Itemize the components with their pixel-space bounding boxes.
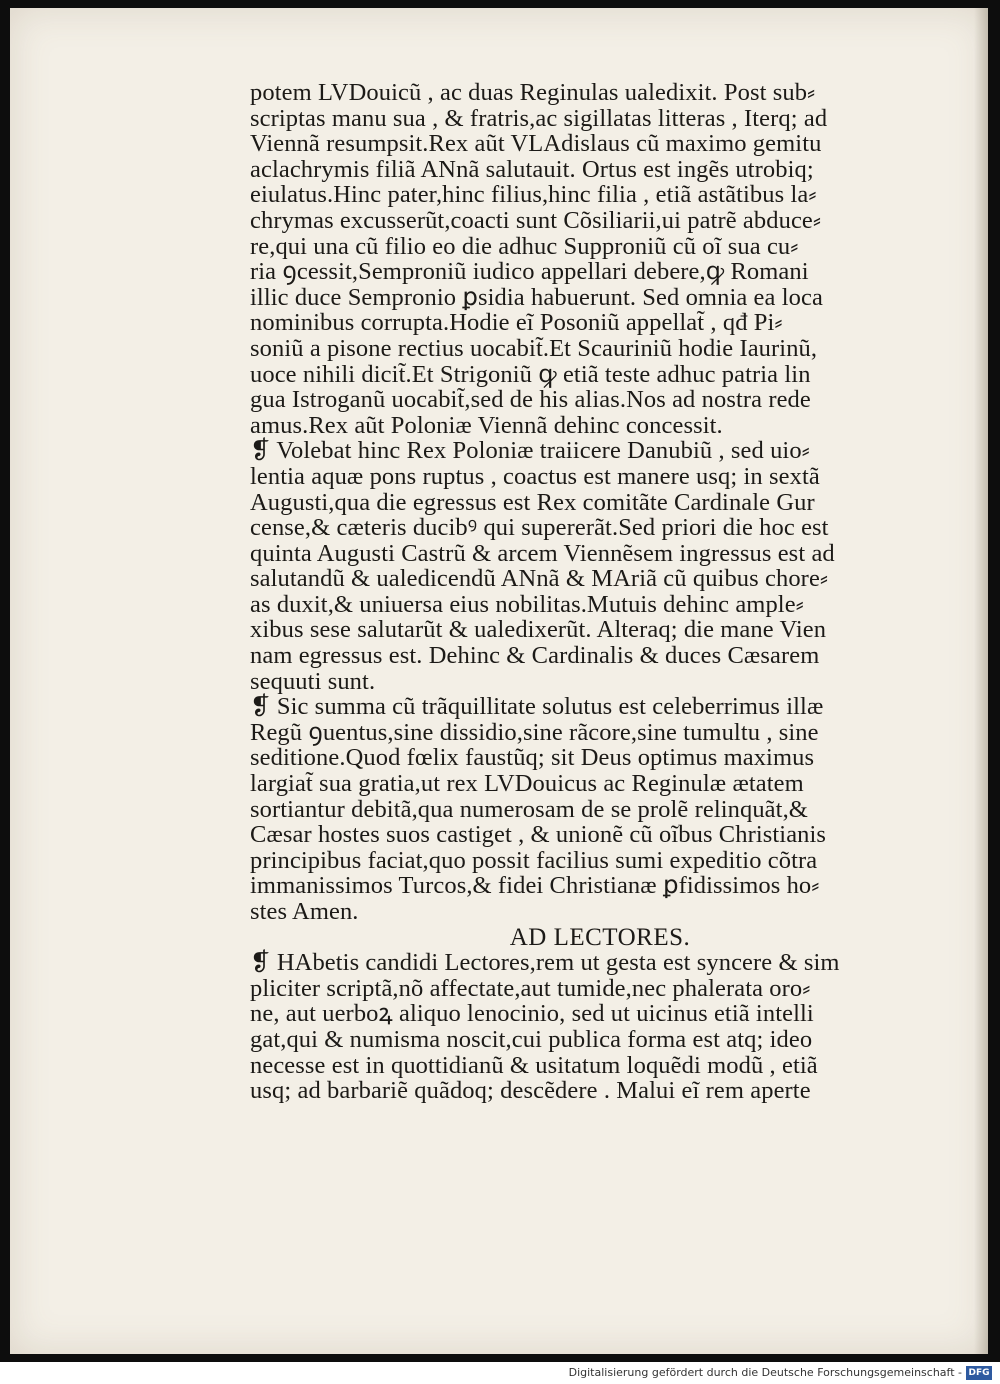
- text-line: scriptas manu sua , & fratris,ac sigillatas litteras , Iterq; ad: [250, 104, 828, 132]
- text-line: ❡ Volebat hinc Rex Poloniæ traiicere Danubiũ , sed uio⸗: [250, 437, 810, 465]
- page-edge-shadow: [974, 8, 988, 1354]
- text-line: uoce nihili dicit̃.Et Strigoniũ ꝙ etiã teste adhuc patria lin: [250, 360, 811, 388]
- text-line: seditione.Quod fœlix faustũq; sit Deus optimus maximus: [250, 744, 815, 772]
- text-line: cense,& cæteris ducibꝰ qui supererãt.Sed priori die hoc est: [250, 514, 829, 542]
- text-line: xibus sese salutarũt & ualedixerũt. Alteraq; die mane Vien: [250, 616, 827, 644]
- text-line: nominibus corrupta.Hodie eĩ Posoniũ appellat̃ , qđ Pi⸗: [250, 309, 783, 337]
- text-line: principibus faciat,quo possit facilius sumi expeditio cõtra: [250, 846, 818, 874]
- page-text: [250, 80, 930, 1104]
- dfg-logo: DFG: [966, 1366, 992, 1380]
- text-line: soniũ a pisone rectius uocabit̃.Et Scauriniũ hodie Iaurinũ,: [250, 334, 818, 362]
- book-page: [10, 8, 988, 1354]
- text-line: ❡ Sic summa cũ trãquillitate solutus est celeberrimus illæ: [250, 693, 824, 721]
- text-line: stes Amen.: [250, 898, 359, 925]
- footer-bar: [0, 1362, 1000, 1384]
- text-line: aclachrymis filiã ANnã salutauit. Ortus est ingẽs utrobiq;: [250, 155, 814, 183]
- text-line: necesse est in quottidianũ & usitatum loquẽdi modũ , etiã: [250, 1051, 818, 1079]
- text-line: gua Istroganũ uocabit̃,sed de his alias.Nos ad nostra rede: [250, 386, 811, 414]
- text-line: usq; ad barbariẽ quãdoq; descẽdere . Malui eĩ rem aperte: [250, 1077, 811, 1105]
- text-line: sortiantur debitã,qua numerosam de se prolẽ relinquãt,&: [250, 795, 808, 823]
- section-heading: AD LECTORES.: [509, 923, 691, 951]
- text-line: Cæsar hostes suos castiget , & unionẽ cũ oĩbus Christianis: [250, 821, 827, 849]
- text-line: re,qui una cũ filio eo die adhuc Supproniũ cũ oĩ sua cu⸗: [250, 232, 799, 260]
- text-line: salutandũ & ualedicendũ ANnã & MAriã cũ quibus chore⸗: [250, 565, 829, 593]
- text-line: lentia aquæ pons ruptus , coactus est manere usq; in sextã: [250, 462, 820, 490]
- text-line: potem LVDouicũ , ac duas Reginulas ualedixit. Post sub⸗: [250, 79, 816, 106]
- text-line: amus.Rex aũt Poloniæ Viennã dehinc concessit.: [250, 411, 723, 439]
- text-line: immanissimos Turcos,& fidei Christianæ ꝑfidissimos ho⸗: [250, 872, 820, 900]
- text-line: ne, aut uerboꝝ aliquo lenocinio, sed ut uicinus etiã intelli: [250, 1000, 814, 1028]
- text-line: Regũ ꝯuentus,sine dissidio,sine rãcore,sine tumultu , sine: [250, 718, 819, 746]
- text-line: ria ꝯcessit,Semproniũ iudico appellari debere,ꝙ Romani: [250, 258, 809, 286]
- text-line: Augusti,qua die egressus est Rex comitãte Cardinale Gur: [250, 488, 815, 516]
- text-line: ❡ HAbetis candidi Lectores,rem ut gesta est syncere & sim: [250, 949, 840, 977]
- text-line: quinta Augusti Castrũ & arcem Viennẽsem ingressus est ad: [250, 539, 835, 567]
- text-line: largiat̃ sua gratia,ut rex LVDouicus ac Reginulæ ætatem: [250, 770, 804, 798]
- text-line: illic duce Sempronio ꝑsidia habuerunt. Sed omnia ea loca: [250, 283, 823, 311]
- text-line: sequuti sunt.: [250, 667, 376, 695]
- text-line: pliciter scriptã,nõ affectate,aut tumide,nec phalerata oro⸗: [250, 974, 811, 1002]
- text-line: gat,qui & numisma noscit,cui publica forma est atq; ideo: [250, 1025, 813, 1053]
- text-line: as duxit,& uniuersa eius nobilitas.Mutuis dehinc ample⸗: [250, 590, 804, 618]
- text-line: chrymas excusserũt,coacti sunt Cõsiliarii,ui patrẽ abduce⸗: [250, 206, 822, 234]
- text-line: nam egressus est. Dehinc & Cardinalis & duces Cæsarem: [250, 642, 820, 670]
- text-line: eiulatus.Hinc pater,hinc filius,hinc filia , etiã astãtibus la⸗: [250, 181, 817, 209]
- text-line: Viennã resumpsit.Rex aũt VLAdislaus cũ maximo gemitu: [250, 130, 822, 158]
- funding-note: Digitalisierung gefördert durch die Deutsche Forschungsgemeinschaft -: [568, 1366, 962, 1379]
